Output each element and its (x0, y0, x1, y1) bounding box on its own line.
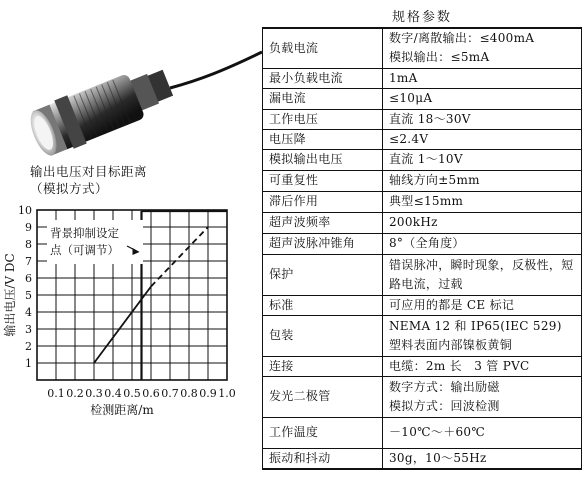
y-tick-label: 4 (25, 306, 32, 319)
x-tick-label: 0.2 (66, 387, 84, 400)
spec-name: 模拟输出电压 (263, 149, 383, 170)
spec-name: 工作电压 (263, 109, 383, 129)
spec-value (383, 149, 582, 170)
spec-value-line: 错误脉冲，瞬时现象，反极性，短 (389, 257, 574, 272)
spec-value-line: ≤10μA (389, 91, 433, 105)
x-tick-label: 0.5 (123, 387, 141, 400)
spec-name: 工作温度 (263, 417, 383, 448)
spec-name: 超声波频率 (263, 212, 383, 233)
table-row (263, 129, 582, 149)
table-row (263, 170, 582, 191)
spec-value (383, 191, 582, 212)
spec-name: 负载电流 (263, 28, 383, 68)
y-tick-label: 9 (25, 221, 32, 234)
spec-value-line: 数字/离散输出：≤400mA (389, 31, 535, 46)
chart-title-line: 输出电压对目标距离 (30, 164, 148, 179)
spec-value-line: 直流 1～10V (389, 152, 463, 166)
spec-value (383, 170, 582, 191)
y-tick-label: 3 (25, 323, 32, 336)
spec-value-line: －10℃～＋60℃ (389, 425, 486, 439)
spec-value (383, 295, 582, 315)
table-row (263, 448, 582, 469)
spec-name: 标准 (263, 295, 383, 315)
spec-name: 电压降 (263, 129, 383, 149)
spec-value (383, 68, 582, 88)
table-row (263, 417, 582, 448)
spec-name: 漏电流 (263, 88, 383, 109)
spec-value-line: 8°（全角度） (389, 236, 465, 250)
x-tick-label: 0.9 (199, 387, 217, 400)
spec-value (383, 376, 582, 417)
spec-value-line: 1mA (389, 70, 418, 85)
spec-value-line: ≤2.4V (389, 131, 429, 146)
x-tick-label: 0.8 (180, 387, 198, 400)
x-tick-label: 0.3 (85, 387, 103, 400)
spec-value (383, 233, 582, 254)
spec-value (383, 356, 582, 376)
table-row (263, 254, 582, 295)
spec-value-line: 直流 18～30V (389, 111, 471, 126)
table-row (263, 295, 582, 315)
x-tick-label: 0.4 (104, 387, 122, 400)
x-tick-label: 0.1 (47, 387, 65, 400)
spec-value-line: 30g，10～55Hz (389, 450, 487, 465)
spec-table (262, 27, 582, 470)
spec-value (383, 88, 582, 109)
table-row (263, 28, 582, 68)
table-row (263, 191, 582, 212)
spec-value (383, 129, 582, 149)
spec-value-line: 可应用的都是 CE 标记 (389, 297, 515, 312)
annotation-text: 点（可调节） (50, 243, 119, 257)
chart-title-line: （模拟方式） (30, 181, 109, 196)
spec-value (383, 28, 582, 68)
spec-name: 可重复性 (263, 170, 383, 191)
table-row (263, 88, 582, 109)
spec-value-line: 200kHz (389, 215, 438, 229)
spec-value (383, 448, 582, 469)
y-tick-label: 10 (18, 204, 32, 217)
spec-name: 包装 (263, 315, 383, 356)
x-tick-label: 0.7 (161, 387, 179, 400)
spec-value (383, 254, 582, 295)
spec-name: 保护 (263, 254, 383, 295)
table-caption: 规格参数 (391, 10, 452, 25)
spec-value-line: 电缆：2m 长 3 管 PVC (389, 358, 530, 373)
table-row (263, 356, 582, 376)
spec-name: 振动和抖动 (263, 448, 383, 469)
spec-value (383, 315, 582, 356)
x-tick-label: 1.0 (218, 387, 236, 400)
annotation-text: 背景抑制设定 (50, 226, 119, 240)
spec-name: 连接 (263, 356, 383, 376)
y-tick-label: 2 (25, 340, 32, 353)
table-row (263, 109, 582, 129)
spec-name: 滞后作用 (263, 191, 383, 212)
spec-value-line: NEMA 12 和 IP65(IEC 529) (389, 318, 562, 333)
product-photo (0, 0, 262, 165)
spec-value-line: 路电流，过载 (389, 276, 463, 291)
spec-value-line: 塑料表面内部镍板黄铜 (389, 337, 513, 352)
spec-value (383, 417, 582, 448)
table-row (263, 149, 582, 170)
spec-value-line: 模拟方式：回波检测 (389, 398, 500, 413)
spec-name: 发光二极管 (263, 376, 383, 417)
spec-value-line: 数字方式：输出励磁 (389, 379, 500, 394)
spec-value-line: 模拟输出：≤5mA (389, 50, 490, 65)
y-tick-label: 7 (25, 255, 32, 268)
spec-value-line: 典型≤15mm (389, 194, 464, 208)
y-tick-label: 8 (25, 238, 32, 251)
table-row (263, 376, 582, 417)
y-tick-label: 1 (25, 357, 32, 370)
table-row (263, 212, 582, 233)
x-tick-label: 0.6 (142, 387, 160, 400)
output-voltage-chart (0, 198, 262, 438)
spec-value (383, 212, 582, 233)
spec-value (383, 109, 582, 129)
y-axis-label: 输出电压/V DC (3, 253, 17, 337)
y-tick-label: 6 (25, 272, 32, 285)
y-tick-label: 5 (25, 289, 32, 302)
spec-name: 超声波脉冲锥角 (263, 233, 383, 254)
table-row (263, 315, 582, 356)
spec-value-line: 轴线方向±5mm (389, 173, 480, 187)
table-row (263, 68, 582, 88)
spec-name: 最小负载电流 (263, 68, 383, 88)
chart-title (30, 163, 230, 197)
table-row (263, 233, 582, 254)
x-axis-label: 检测距离/m (90, 403, 154, 417)
